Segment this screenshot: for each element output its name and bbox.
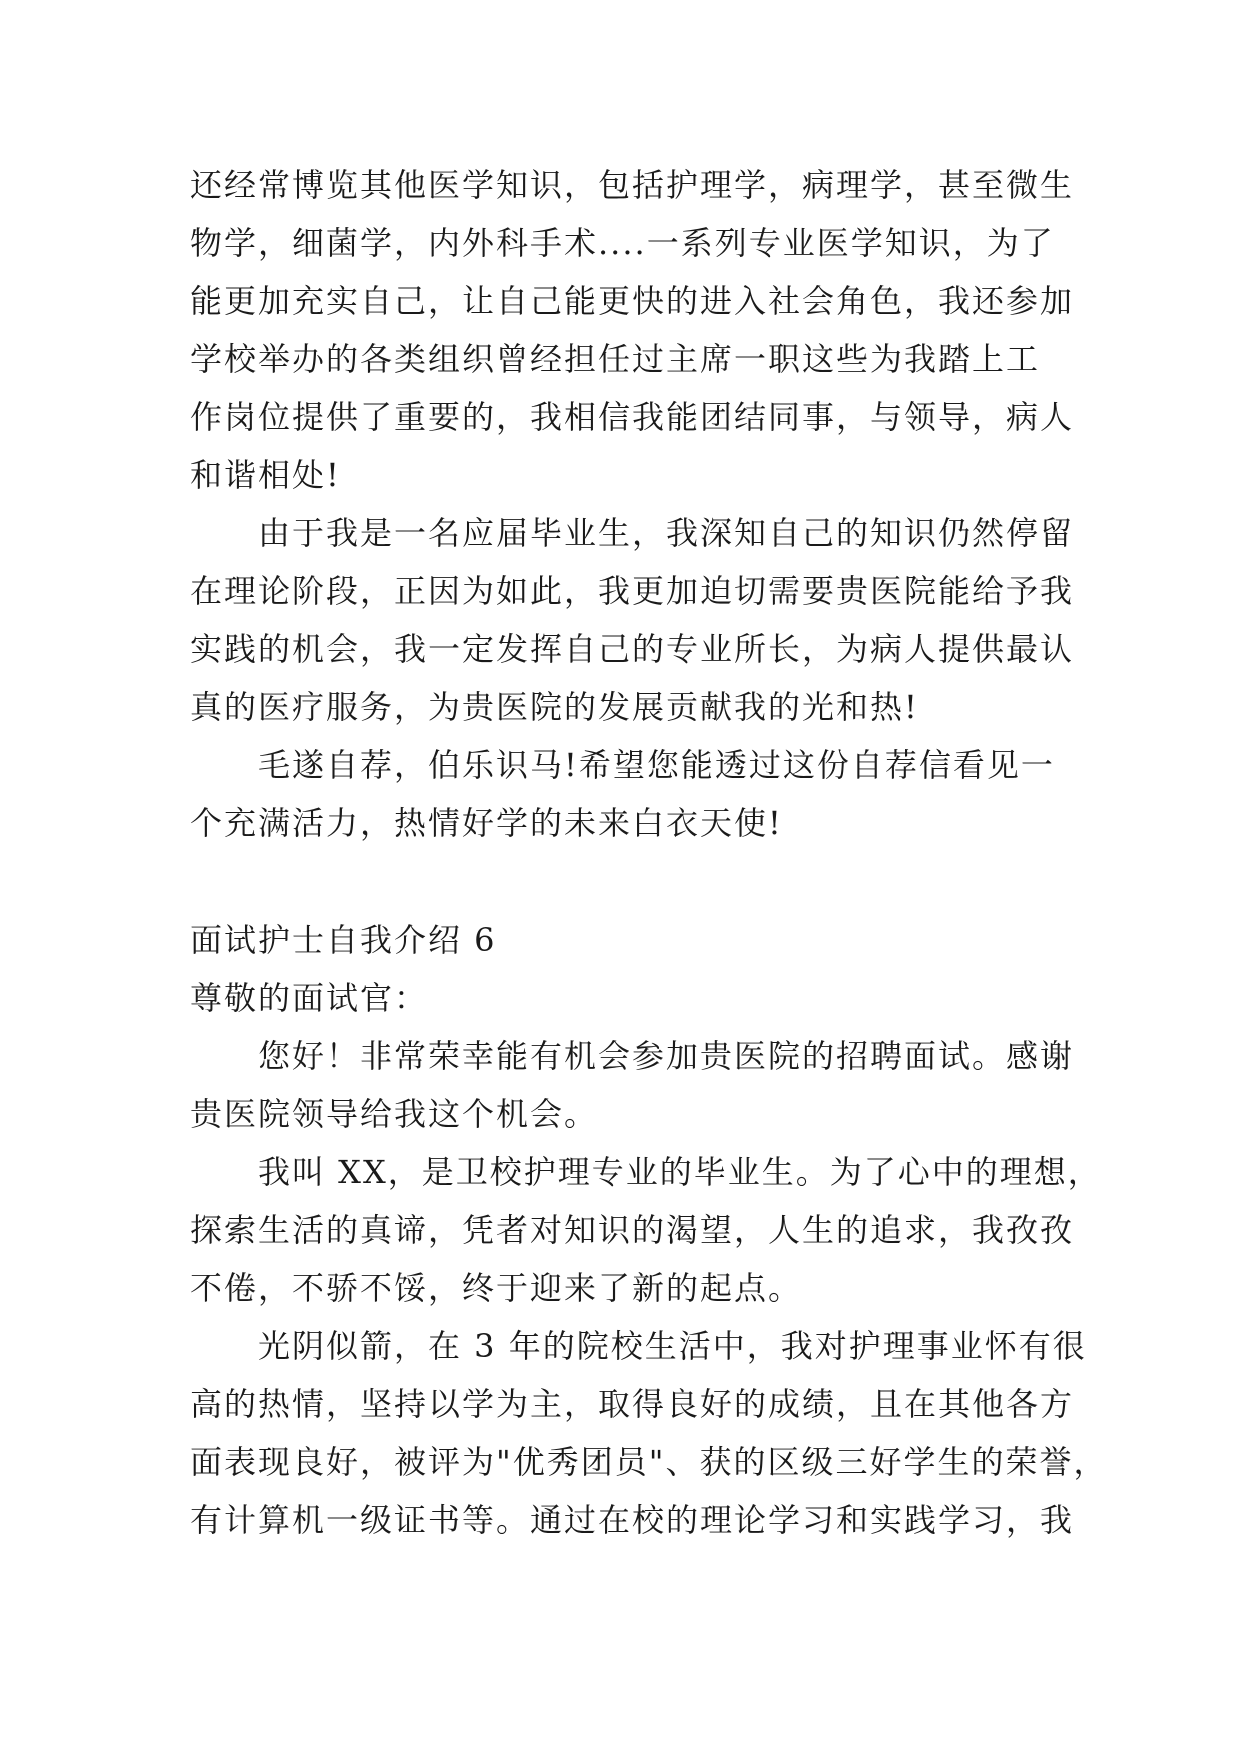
text-line: 不倦，不骄不馁，终于迎来了新的起点。 [190, 1269, 803, 1307]
text-line: 面表现良好，被评为"优秀团员"、获的区级三好学生的荣誉， [190, 1443, 1108, 1481]
text-line: 实践的机会，我一定发挥自己的专业所长，为病人提供最认 [190, 630, 1075, 668]
paragraph-start-line: 光阴似箭，在 3 年的院校生活中，我对护理事业怀有很 [258, 1327, 1087, 1365]
text-line: 学校举办的各类组织曾经担任过主席一职这些为我踏上工 [190, 340, 1041, 378]
salutation: 尊敬的面试官： [190, 979, 429, 1017]
text-line: 个充满活力，热情好学的未来白衣天使! [190, 804, 783, 842]
text-line: 和谐相处! [190, 456, 341, 494]
text-line: 能更加充实自己，让自己能更快的进入社会角色，我还参加 [190, 282, 1075, 320]
paragraph-start-line: 由于我是一名应届毕业生，我深知自己的知识仍然停留 [258, 514, 1075, 552]
paragraph-start-line: 毛遂自荐，伯乐识马!希望您能透过这份自荐信看见一 [258, 746, 1055, 784]
paragraph-start-line: 我叫 XX，是卫校护理专业的毕业生。为了心中的理想， [258, 1153, 1102, 1191]
paragraph-start-line: 您好！非常荣幸能有机会参加贵医院的招聘面试。感谢 [258, 1037, 1075, 1075]
text-line: 物学，细菌学，内外科手术....一系列专业医学知识，为了 [190, 224, 1055, 262]
text-line: 真的医疗服务，为贵医院的发展贡献我的光和热! [190, 688, 919, 726]
section-heading: 面试护士自我介绍 6 [190, 921, 497, 959]
text-line: 高的热情，坚持以学为主，取得良好的成绩，且在其他各方 [190, 1385, 1075, 1423]
text-line: 在理论阶段，正因为如此，我更加迫切需要贵医院能给予我 [190, 572, 1075, 610]
text-line: 贵医院领导给我这个机会。 [190, 1095, 599, 1133]
text-line: 还经常博览其他医学知识，包括护理学，病理学，甚至微生 [190, 166, 1075, 204]
text-line: 作岗位提供了重要的，我相信我能团结同事，与领导，病人 [190, 398, 1075, 436]
text-line: 有计算机一级证书等。通过在校的理论学习和实践学习，我 [190, 1501, 1075, 1539]
text-line: 探索生活的真谛，凭者对知识的渴望，人生的追求，我孜孜 [190, 1211, 1075, 1249]
